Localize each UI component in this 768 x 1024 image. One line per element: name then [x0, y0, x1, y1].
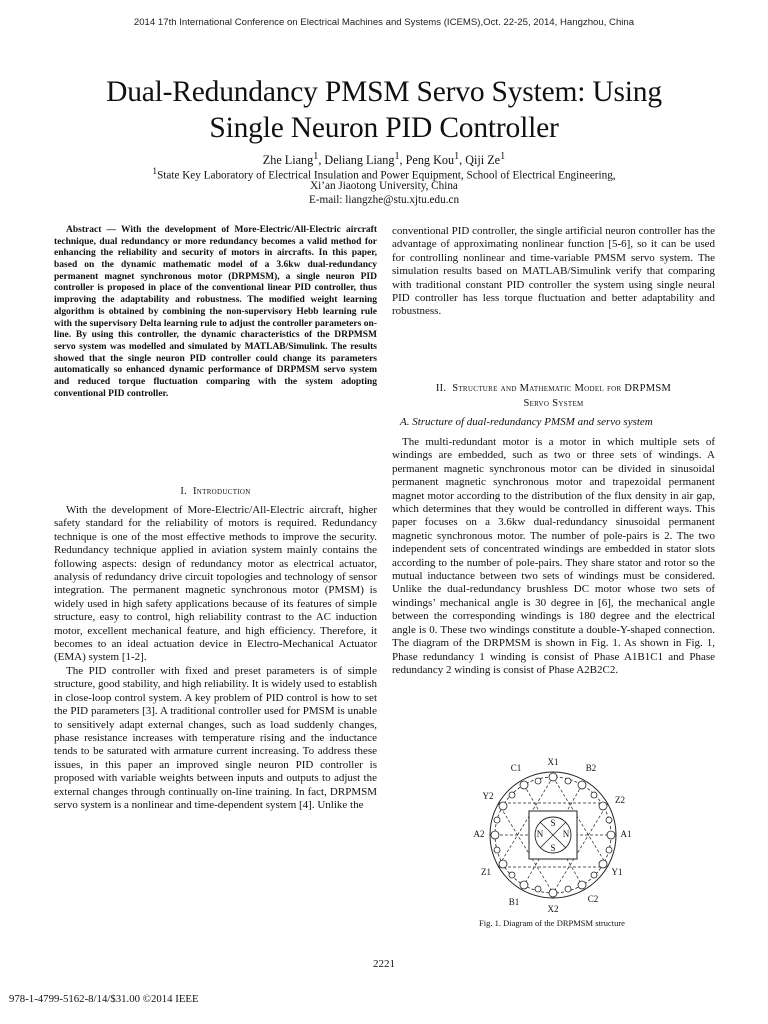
rotor-pole-left: N	[536, 829, 544, 839]
affiliation-text: State Key Laboratory of Electrical Insulation and Power Equipment, School of Electrical Engineering,	[157, 169, 616, 182]
abstract: Abstract — With the development of More-Electric/All-Electric aircraft technique, dual redundancy or more redundancy becomes a valid method for enhancing the reliability and security of motors in aircrafts. In this paper, based on the dynamic mathematic model of a 3.6kw dual-redundancy permanent magnet synchronous motor (DRPMSM), a single neuron PID controller is proposed in place of the conventional linear PID controller, thus improving the adaptability and robustness. The modified weight learning algorithm is obtained by combining the non-supervisory Hebb learning rule with the supervisory Delta learning rule to adjust the controller parameters on-line. By using this controller, the dynamic characteristics of the DRPMSM servo system was modelled and simulated by MATLAB/Simulink. The results showed that the single neuron PID controller could change its parameters automatically so enhanced dynamic performance of DRPMSM servo system and reduced torque fluctuation comparing with the system adopting conventional PID controller.	[54, 225, 377, 399]
body-paragraph: The multi-redundant motor is a motor in which multiple sets of windings are embedded, such as two or three sets of windings. A permanent magnetic synchronous motor can be divided in sinusoidal permanent magnetic synchronous motor and trapezoidal permanent magnet motor according to the distribution of the flux density in air gap, which determines that they would be controlled in different ways. This paper focuses on a 3.6kw dual-redundancy sinusoidal permanent magnetic synchronous motor. The number of pole-pairs is 2. The two independent sets of concentrated windings are embedded in stator slots according to the number of pole-pairs. They share stator and rotor so the mutual inductance between two sets of windings must be considered. Unlike the dual-redundancy brushless DC motor whose two sets of windings’ mechanical angle is 30 degree in [6], the mechanical angle between the corresponding windings is 180 degree and the electrical angle is 0. These two windings constitute a double-Y-shaped connection. The diagram of the DRPMSM is shown in Fig. 1. As shown in Fig. 1, Phase redundancy 1 winding is consist of Phase A1B1C1 and Phase redundancy 2 winding is consist of Phase A2B2C2.	[392, 436, 715, 676]
author-3: Peng Kou	[405, 153, 455, 168]
winding-label-z2: Z2	[615, 795, 625, 805]
title-line-1: Dual-Redundancy PMSM Servo System: Using	[106, 76, 662, 108]
winding-label-x2: X2	[547, 904, 559, 913]
paper-title	[40, 74, 728, 146]
winding-label-y1: Y1	[611, 867, 623, 877]
author-2-affiliation-mark: 1	[394, 151, 400, 162]
section-number: II.	[435, 383, 447, 394]
rotor-pole-right: N	[562, 829, 570, 839]
author-1: Zhe Liang	[262, 153, 314, 168]
winding-label-y2: Y2	[482, 791, 494, 801]
author-4-affiliation-mark: 1	[500, 151, 506, 162]
affiliation-line-2: Xi’an Jiaotong University, China	[310, 180, 458, 192]
subsection-heading: A. Structure of dual-redundancy PMSM and servo system	[400, 416, 653, 428]
section-heading-structure	[392, 381, 715, 411]
affiliation-mark: 1	[152, 167, 158, 177]
copyright-footer: 978-1-4799-5162-8/14/$31.00 ©2014 IEEE	[9, 993, 199, 1005]
author-3-affiliation-mark: 1	[454, 151, 460, 162]
body-paragraph: With the development of More-Electric/All-Electric aircraft, higher safety standard for the reliability of motors is required. Redundancy technique is one of the most effective methods to improve the security. Redundancy technique applied in aviation system mainly contains the following aspects: design of redundancy motor as electrical actuator, analysis of redundancy drive circuit topologies and technology of sensor integration. The permanent magnetic synchronous motor (PMSM) is widely used in high safety applications because of its features of simple structure, easy to control, high reliability contrast to the AC induction motor, excellent mechanical feature, and high efficiency. Therefore, it becomes to an ideal actuation device in Electro-Mechanical Actuator (EMA) system [1-2].	[54, 504, 377, 664]
title-line-2: Single Neuron PID Controller	[209, 112, 559, 144]
section-title-line-1: Structure and Mathematic Model for DRPMSM	[452, 383, 672, 394]
winding-label-z1: Z1	[481, 867, 491, 877]
page-number: 2221	[373, 958, 395, 970]
author-1-affiliation-mark: 1	[313, 151, 319, 162]
author-separator: ,	[318, 153, 325, 168]
rotor-pole-bottom: S	[550, 843, 556, 853]
figure-caption: Fig. 1. Diagram of the DRPMSM structure	[479, 918, 625, 928]
introduction-body	[54, 504, 377, 812]
winding-label-b1: B1	[508, 897, 520, 907]
author-4: Qiji Ze	[465, 153, 501, 168]
section-2-body	[392, 436, 715, 677]
winding-label-c2: C2	[587, 894, 599, 904]
rotor-pole-top: S	[550, 818, 556, 828]
author-separator: ,	[399, 153, 406, 168]
author-2: Deliang Liang	[324, 153, 395, 168]
winding-label-c1: C1	[510, 763, 522, 773]
drpmsm-structure-diagram	[468, 755, 638, 913]
body-paragraph: The PID controller with fixed and preset parameters is of simple structure, good stability, and high reliability. It is widely used to establish in close-loop control system. A key problem of PID control is how to set the PID parameters [3]. A traditional controller used for PMSM is unable to sensitively adapt external changes, such as load suddenly changes, phase resistance increases with temperature rising and the inductance tends to be saturated with armature current increasing. To address these issues, in this paper an improved single neuron PID controller is proposed with variable weights between inputs and outputs to adjust the external changes through continually on-line training. In fact, DRPMSM servo system is a nonlinear and time-dependent system [4]. Unlike the	[54, 664, 377, 811]
winding-label-b2: B2	[585, 763, 597, 773]
introduction-continuation: conventional PID controller, the single artificial neuron controller has the advantage of approximating nonlinear function [5-6], so it can be used for controlling nonlinear and time-variable PMSM servo system. The simulation results based on MATLAB/Simulink verify that comparing with traditional constant PID controller the system using single neural PID controller has less torque fluctuation and better adaptability and robustness.	[392, 225, 715, 318]
winding-label-a2: A2	[473, 829, 485, 839]
author-separator: ,	[459, 153, 466, 168]
conference-header: 2014 17th International Conference on Electrical Machines and Systems (ICEMS),Oct. 22-25, 2014, Hangzhou, China	[133, 17, 635, 28]
section-title: Introduction	[192, 486, 251, 497]
section-title-line-2: Servo System	[523, 398, 584, 409]
winding-label-a1: A1	[620, 829, 632, 839]
author-email: E-mail: liangzhe@stu.xjtu.edu.cn	[308, 194, 460, 206]
section-heading-introduction	[54, 485, 377, 498]
section-number: I.	[180, 486, 188, 497]
winding-label-x1: X1	[547, 757, 559, 767]
